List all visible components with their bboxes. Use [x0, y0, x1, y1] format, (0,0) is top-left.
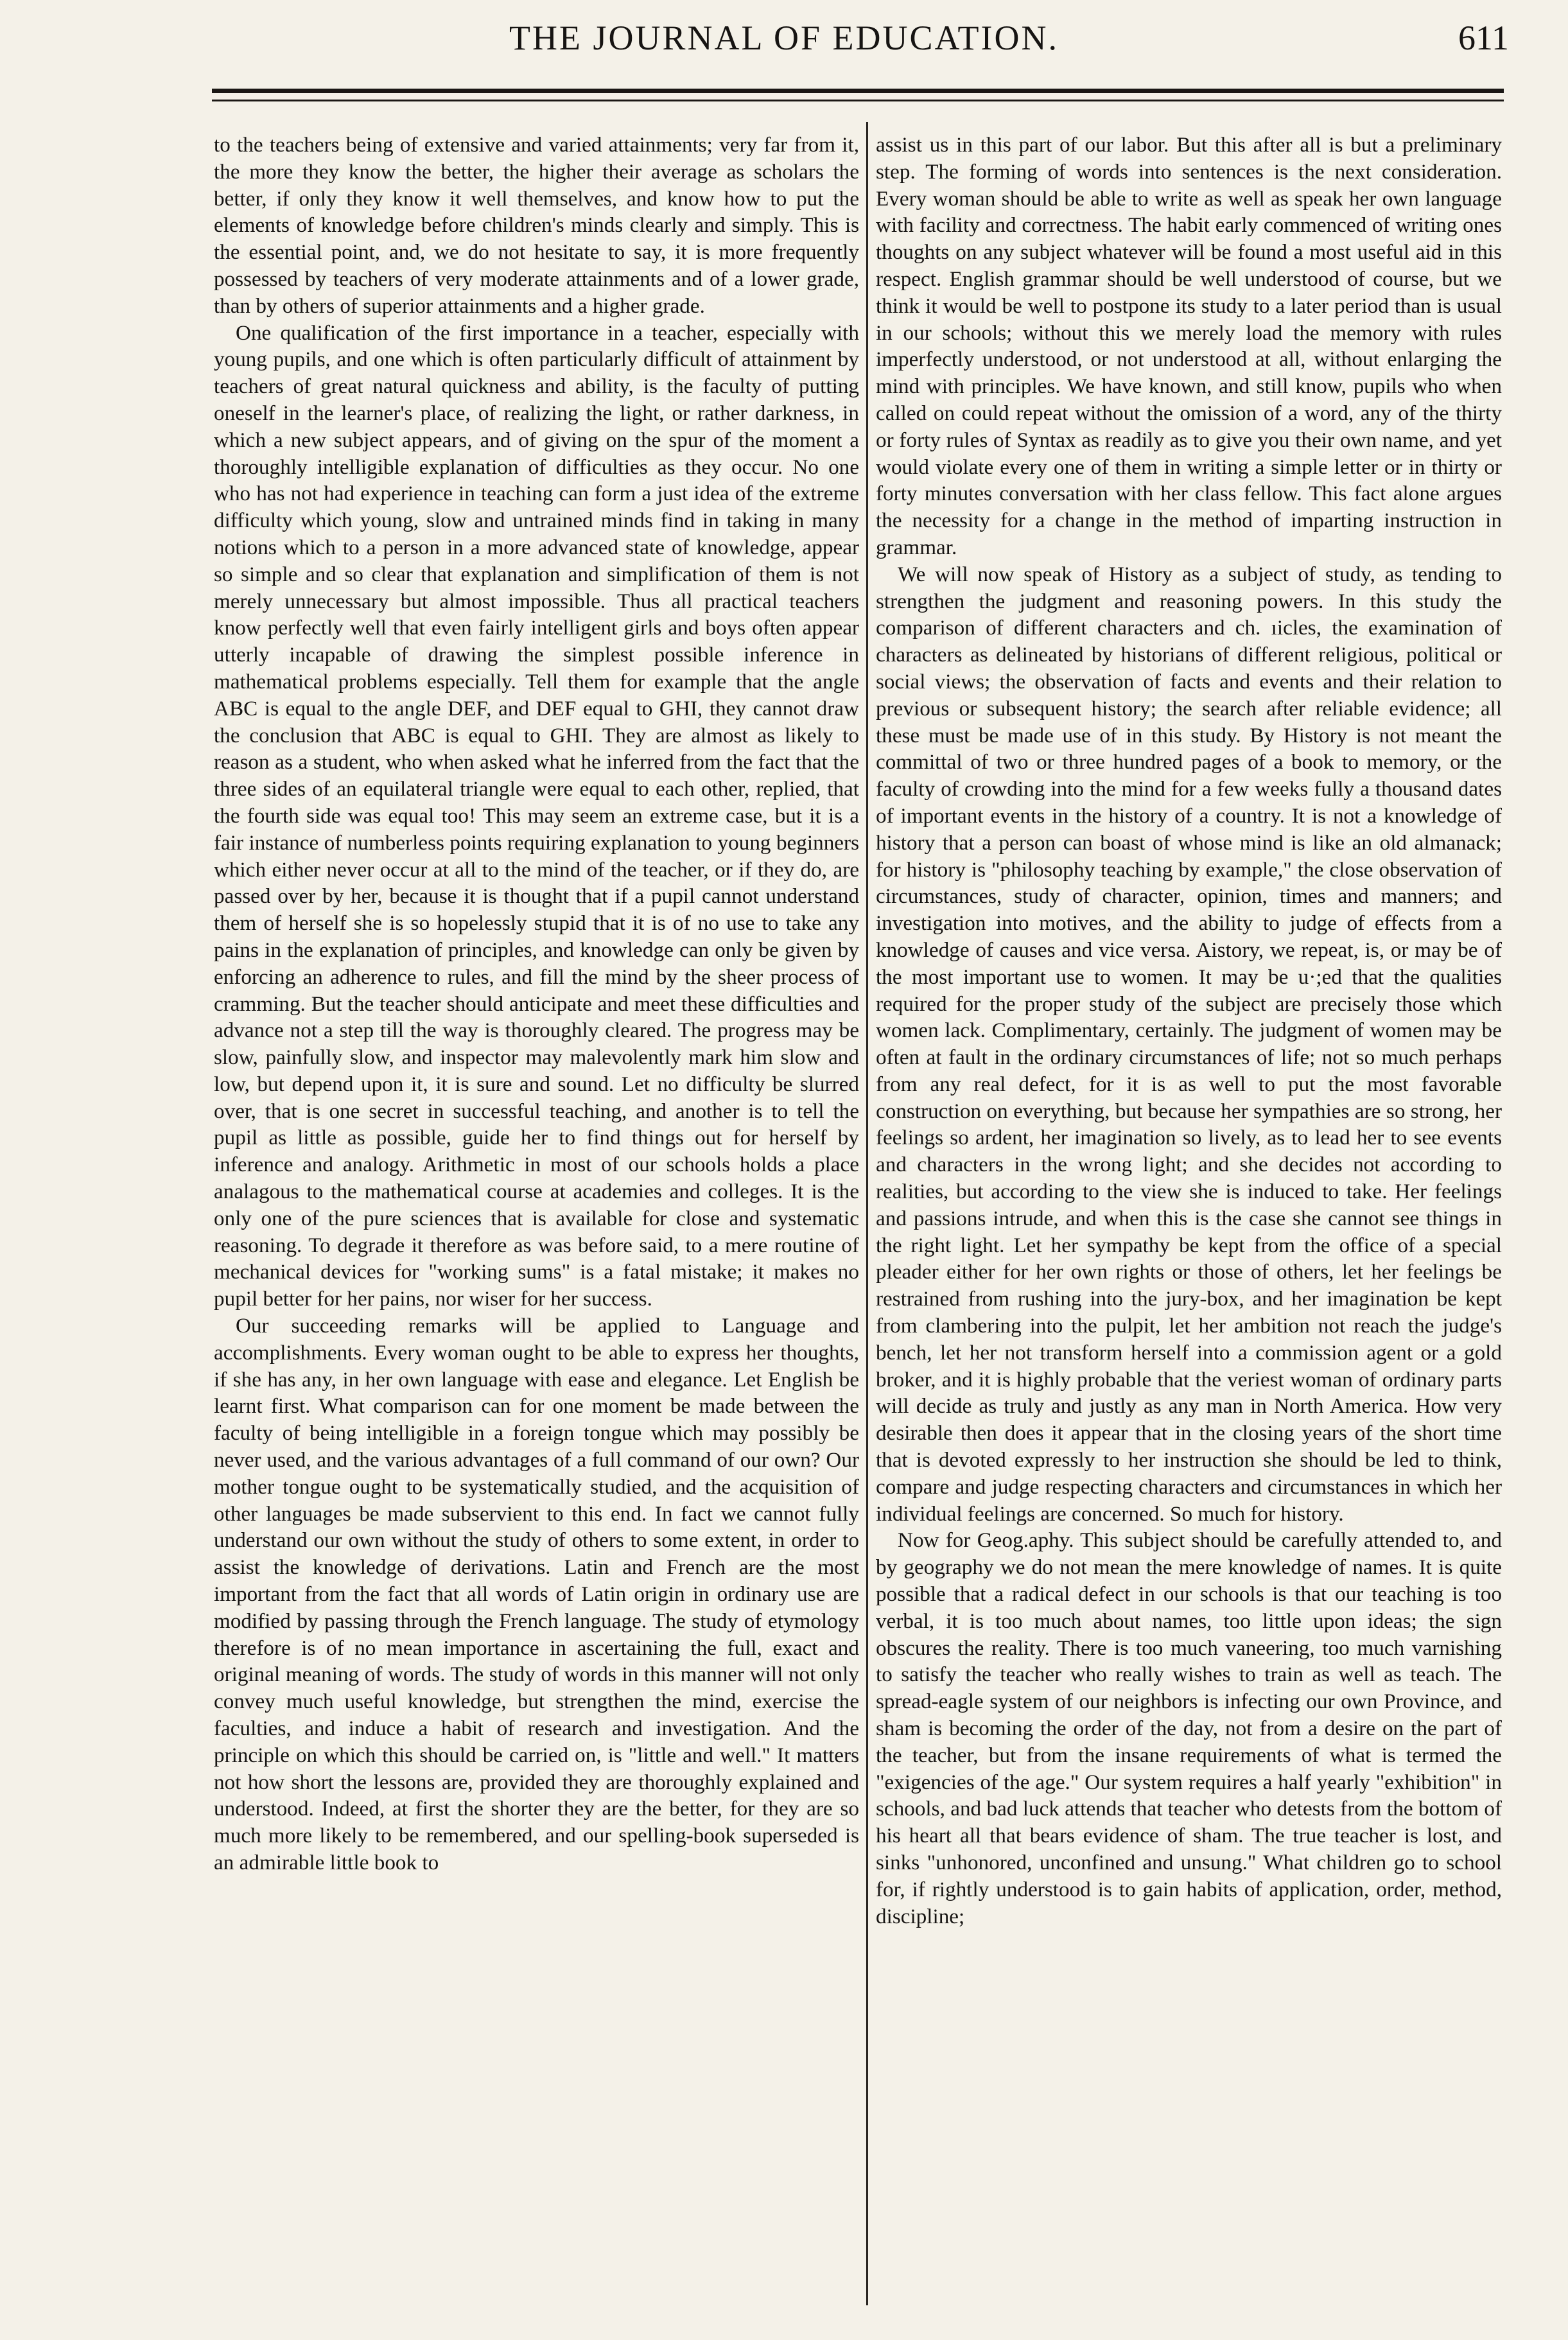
header-rule-thick	[212, 89, 1504, 93]
right-column	[876, 132, 1502, 2301]
journal-title: THE JOURNAL OF EDUCATION.	[509, 19, 1059, 57]
page-number: 611	[1458, 19, 1509, 57]
page-header	[0, 12, 1568, 108]
paragraph: to the teachers being of extensive and varied attainments; very far from it, the more they know the better, the higher their average as scholars the better, if only they know it well themselves, and know how to put the elements of knowledge before children's minds clearly and simply. This is the essential point, and, we do not hesitate to say, it is more frequently possessed by teachers of very moderate attainments and of a lower grade, than by others of superior attainments and a higher grade.	[214, 133, 859, 318]
paragraph: Now for Geog.aphy. This subject should be carefully attended to, and by geography we do not mean the mere knowledge of names. It is quite possible that a radical defect in our schools is that our teaching is too verbal, it is too much about names, too little upon ideas; the sign obscures the reality. There is too much vaneering, too much varnishing to satisfy the teacher who really wishes to train as well as teach. The spread-eagle system of our neighbors is infecting our own Province, and sham is becoming the order of the day, not from a desire on the part of the teacher, but from the insane requirements of what is termed the "exigencies of the age." Our system requires a half yearly "exhibition" in schools, and bad luck attends that teacher who detests from the bottom of his heart all that bears evidence of sham. The true teacher is lost, and sinks "unhonored, unconfined and unsung." What children go to school for, if rightly understood is to gain habits of application, order, method, discipline;	[876, 1528, 1502, 1928]
paragraph: Our succeeding remarks will be applied to Language and accomplishments. Every woman ought to be able to express her thoughts, if she has any, in her own language with ease and elegance. Let English be learnt first. What comparison can for one moment be made between the faculty of being intelligible in a foreign tongue which may possibly be never used, and the various advantages of a full command of our own? Our mother tongue ought to be systematically studied, and the acquisition of other languages be made subservient to this end. In fact we cannot fully understand our own without the study of others to some extent, in order to assist the knowledge of derivations. Latin and French are the most important from the fact that all words of Latin origin in ordinary use are modified by passing through the French language. The study of etymology therefore is of no mean importance in ascertaining the full, exact and original meaning of words. The study of words in this manner will not only convey much useful knowledge, but strengthen the mind, exercise the faculties, and induce a habit of research and investigation. And the principle on which this should be carried on, is "little and well." It matters not how short the lessons are, provided they are thoroughly explained and understood. Indeed, at first the shorter they are the better, for they are so much more likely to be remembered, and our spelling-book superseded is an admirable little book to	[214, 1314, 859, 1874]
header-rule-thin	[212, 100, 1504, 101]
paragraph: We will now speak of History as a subject of study, as tending to strengthen the judgment and reasoning powers. In this study the comparison of different characters and ch. ıicles, the examination of characters as delineated by historians of different religious, political or social views; the observation of facts and events and their relation to previous or subsequent history; the search after reliable evidence; all these must be made use of in this study. By History is not meant the committal of two or three hundred pages of a book to memory, or the faculty of crowding into the mind for a few weeks fully a thousand dates of important events in the history of a country. It is not a knowledge of history that a person can boast of whose mind is like an old almanack; for history is "philosophy teaching by example," the close observation of circumstances, study of character, opinion, times and manners; and investigation into motives, and the ability to judge of effects from a knowledge of causes and vice versa. Aistory, we repeat, is, or may be of the most important use to women. It may be u·;ed that the qualities required for the proper study of the subject are precisely those which women lack. Complimentary, certainly. The judgment of women may be often at fault in the ordinary circumstances of life; not so much perhaps from any real defect, for it is as well to put the most favorable construction on everything, but because her sympathies are so strong, her feelings so ardent, her imagination so lively, as to lead her to see events and characters in the wrong light; and she decides not according to realities, but according to the view she is induced to take. Her feelings and passions intrude, and when this is the case she cannot see things in the right light. Let her sympathy be kept from the office of a special pleader either for her own rights or those of others, let her feelings be restrained from rushing into the jury-box, and her imagination be kept from clambering into the pulpit, let her ambition not reach the judge's bench, let her not transform herself into a commission agent or a gold broker, and it is highly probable that the veriest woman of ordinary parts will decide as truly and justly as any man in North America. How very desirable then does it appear that in the closing years of the short time that is devoted expressly to her instruction she should be led to think, compare and judge respecting characters and circumstances in which her individual feelings are concerned. So much for history.	[876, 562, 1502, 1526]
paragraph: assist us in this part of our labor. But this after all is but a preliminary step. The forming of words into sentences is the next consideration. Every woman should be able to write as well as speak her own language with facility and correctness. The habit early commenced of writing ones thoughts on any subject whatever will be found a most useful aid in this respect. English grammar should be well understood of course, but we think it would be well to postpone its study to a later period than is usual in our schools; without this we merely load the memory with rules imperfectly understood, or not understood at all, without enlarging the mind with principles. We have known, and still know, pupils who when called on could repeat without the omission of a word, any of the thirty or forty rules of Syntax as readily as to give you their own name, and yet would violate every one of them in writing a simple letter or in thirty or forty minutes conversation with her class fellow. This fact alone argues the necessity for a change in the method of imparting instruction in grammar.	[876, 133, 1502, 559]
paragraph: One qualification of the first importance in a teacher, especially with young pupils, and one which is often particularly difficult of attainment by teachers of great natural quickness and ability, is the faculty of putting oneself in the learner's place, of realizing the light, or rather darkness, in which a new subject appears, and of giving on the spur of the moment a thoroughly intelligible explanation of difficulties as they occur. No one who has not had experience in teaching can form a just idea of the extreme difficulty which young, slow and untrained minds find in taking in many notions which to a person in a more advanced state of knowledge, appear so simple and so clear that explanation and simplification of them is not merely unnecessary but almost impossible. Thus all practical teachers know perfectly well that even fairly intelligent girls and boys often appear utterly incapable of drawing the simplest possible inference in mathematical problems especially. Tell them for example that the angle ABC is equal to the angle DEF, and DEF equal to GHI, they cannot draw the conclusion that ABC is equal to GHI. They are almost as likely to reason as a student, who when asked what he inferred from the fact that the three sides of an equilateral triangle were equal to each other, replied, that the fourth side was equal too! This may seem an extreme case, but it is a fair instance of numberless points requiring explanation to young beginners which either never occur at all to the mind of the teacher, or if they do, are passed over by her, because it is thought that if a pupil cannot understand them of herself she is so hopelessly stupid that it is of no use to take any pains in the explanation of principles, and knowledge can only be given by enforcing an adherence to rules, and fill the mind by the sheer process of cramming. But the teacher should anticipate and meet these difficulties and advance not a step till the way is thoroughly cleared. The progress may be slow, painfully slow, and inspector may malevolently mark him slow and low, but depend upon it, it is sure and sound. Let no difficulty be slurred over, that is one secret in successful teaching, and another is to tell the pupil as little as possible, guide her to find things out for herself by inference and analogy. Arithmetic in most of our schools holds a place analagous to the mathematical course at academies and colleges. It is the only one of the pure sciences that is available for close and systematic reasoning. To degrade it therefore as was before said, to a mere routine of mechanical devices for "working sums" is a fatal mistake; it makes no pupil better for her pains, nor wiser for her success.	[214, 320, 859, 1311]
column-divider	[866, 122, 868, 2305]
left-column	[214, 132, 859, 2301]
